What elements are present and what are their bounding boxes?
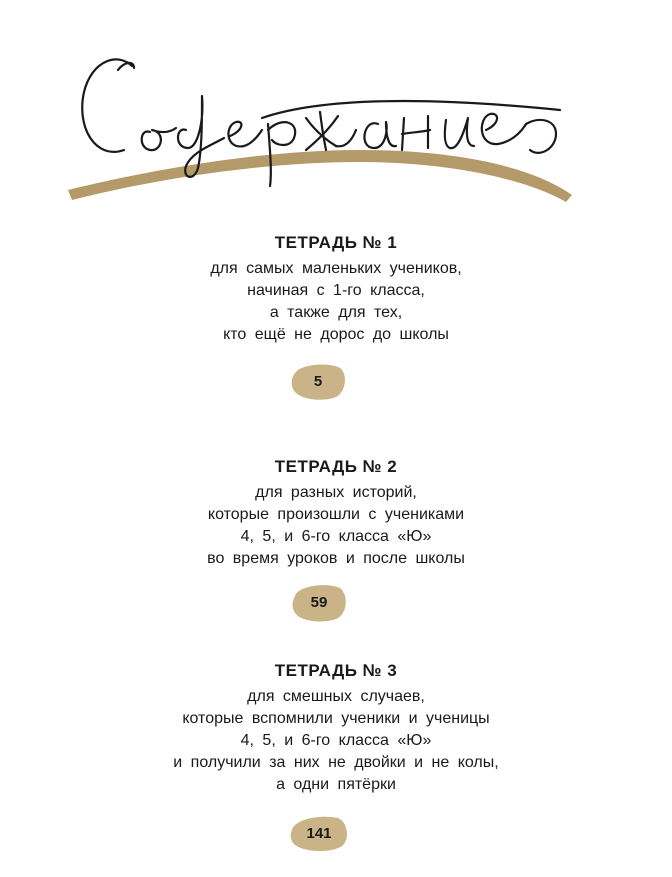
- section-heading: ТЕТРАДЬ № 1: [274, 233, 398, 252]
- section-line: которые произошли с учениками: [207, 506, 465, 523]
- section-line: а также для тех,: [269, 304, 403, 321]
- contents-section-3: [0, 660, 672, 796]
- section-line: для разных историй,: [255, 484, 417, 501]
- section-line: и получили за них не двойки и не колы,: [173, 754, 499, 771]
- contents-section-1: [0, 232, 672, 346]
- section-heading: ТЕТРАДЬ № 3: [274, 661, 398, 680]
- title-brush-stroke: [68, 150, 572, 202]
- section-line: а одни пятёрки: [276, 776, 396, 793]
- section-line: для смешных случаев,: [247, 688, 425, 705]
- page-number-badge[interactable]: [290, 362, 346, 400]
- contents-section-2: [0, 456, 672, 570]
- page-number: 5: [313, 372, 323, 390]
- section-line: во время уроков и после школы: [207, 550, 465, 567]
- section-line: кто ещё не дорос до школы: [223, 326, 449, 343]
- section-line: для самых маленьких учеников,: [210, 260, 462, 277]
- page-number-badge[interactable]: [290, 582, 348, 622]
- page-number: 59: [310, 593, 328, 611]
- page-title: [0, 0, 672, 230]
- page-number: 141: [306, 824, 332, 842]
- page-number-badge[interactable]: [288, 814, 350, 852]
- section-line: которые вспомнили ученики и ученицы: [182, 710, 490, 727]
- title-lettering-icon: [0, 0, 672, 230]
- section-line: 4, 5, и 6-го класса «Ю»: [240, 732, 432, 749]
- section-line: 4, 5, и 6-го класса «Ю»: [240, 528, 432, 545]
- section-line: начиная с 1-го класса,: [247, 282, 425, 299]
- section-heading: ТЕТРАДЬ № 2: [274, 457, 398, 476]
